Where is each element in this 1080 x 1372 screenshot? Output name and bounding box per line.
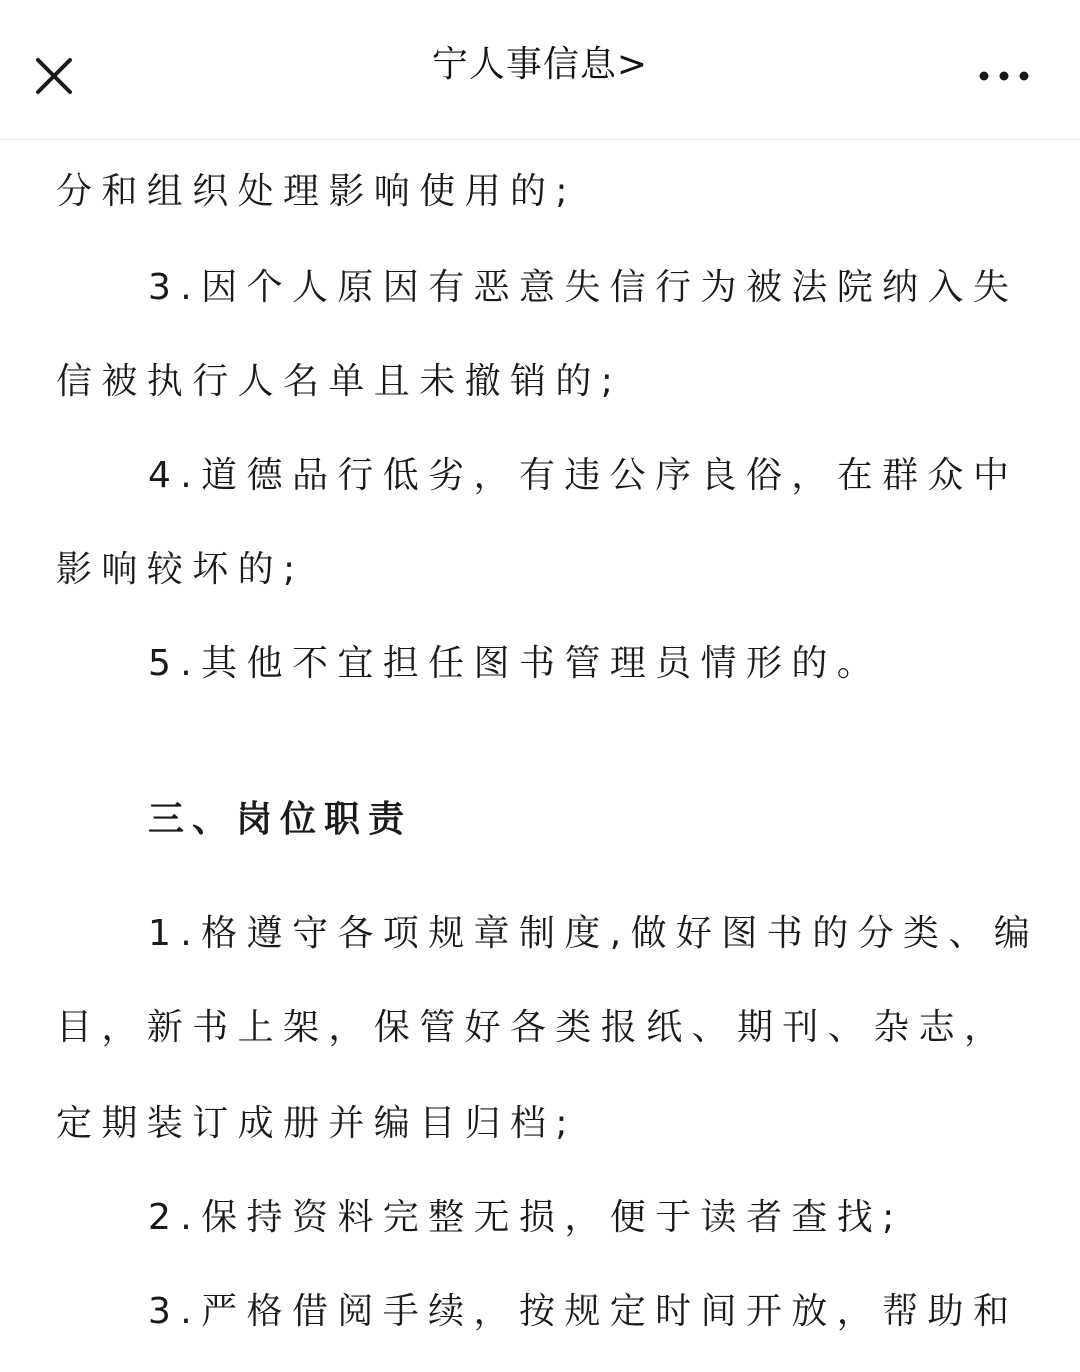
top-bar	[0, 0, 1080, 140]
more-options-button[interactable]	[972, 56, 1036, 96]
article-line: 5.其他不宜担任图书管理员情形的。	[148, 643, 883, 684]
article-line: 信被执行人名单且未撤销的;	[56, 361, 623, 402]
article-line: 2.保持资料完整无损，便于读者查找;	[148, 1197, 904, 1238]
article-line: 分和组织处理影响使用的;	[56, 171, 577, 212]
section-heading: 三、岗位职责	[148, 799, 413, 840]
account-name-link[interactable]: 宁人事信息>	[431, 44, 649, 85]
article-line: 4.道德品行低劣，有违公序良俗，在群众中	[148, 455, 1019, 496]
close-button[interactable]	[26, 48, 82, 104]
article-line: 定期装订成册并编目归档;	[56, 1103, 577, 1144]
article-line: 影响较坏的;	[56, 549, 305, 590]
article-line: 目，新书上架，保管好各类报纸、期刊、杂志，	[56, 1007, 1010, 1048]
page-title-wrap	[0, 36, 1080, 87]
close-icon	[26, 48, 82, 104]
article-line: 1.格遵守各项规章制度,做好图书的分类、编	[148, 913, 1040, 954]
article-line: 3.因个人原因有恶意失信行为被法院纳入失	[148, 267, 1019, 308]
article-line: 3.严格借阅手续，按规定时间开放，帮助和	[148, 1291, 1019, 1332]
more-dots-icon	[972, 56, 1036, 96]
